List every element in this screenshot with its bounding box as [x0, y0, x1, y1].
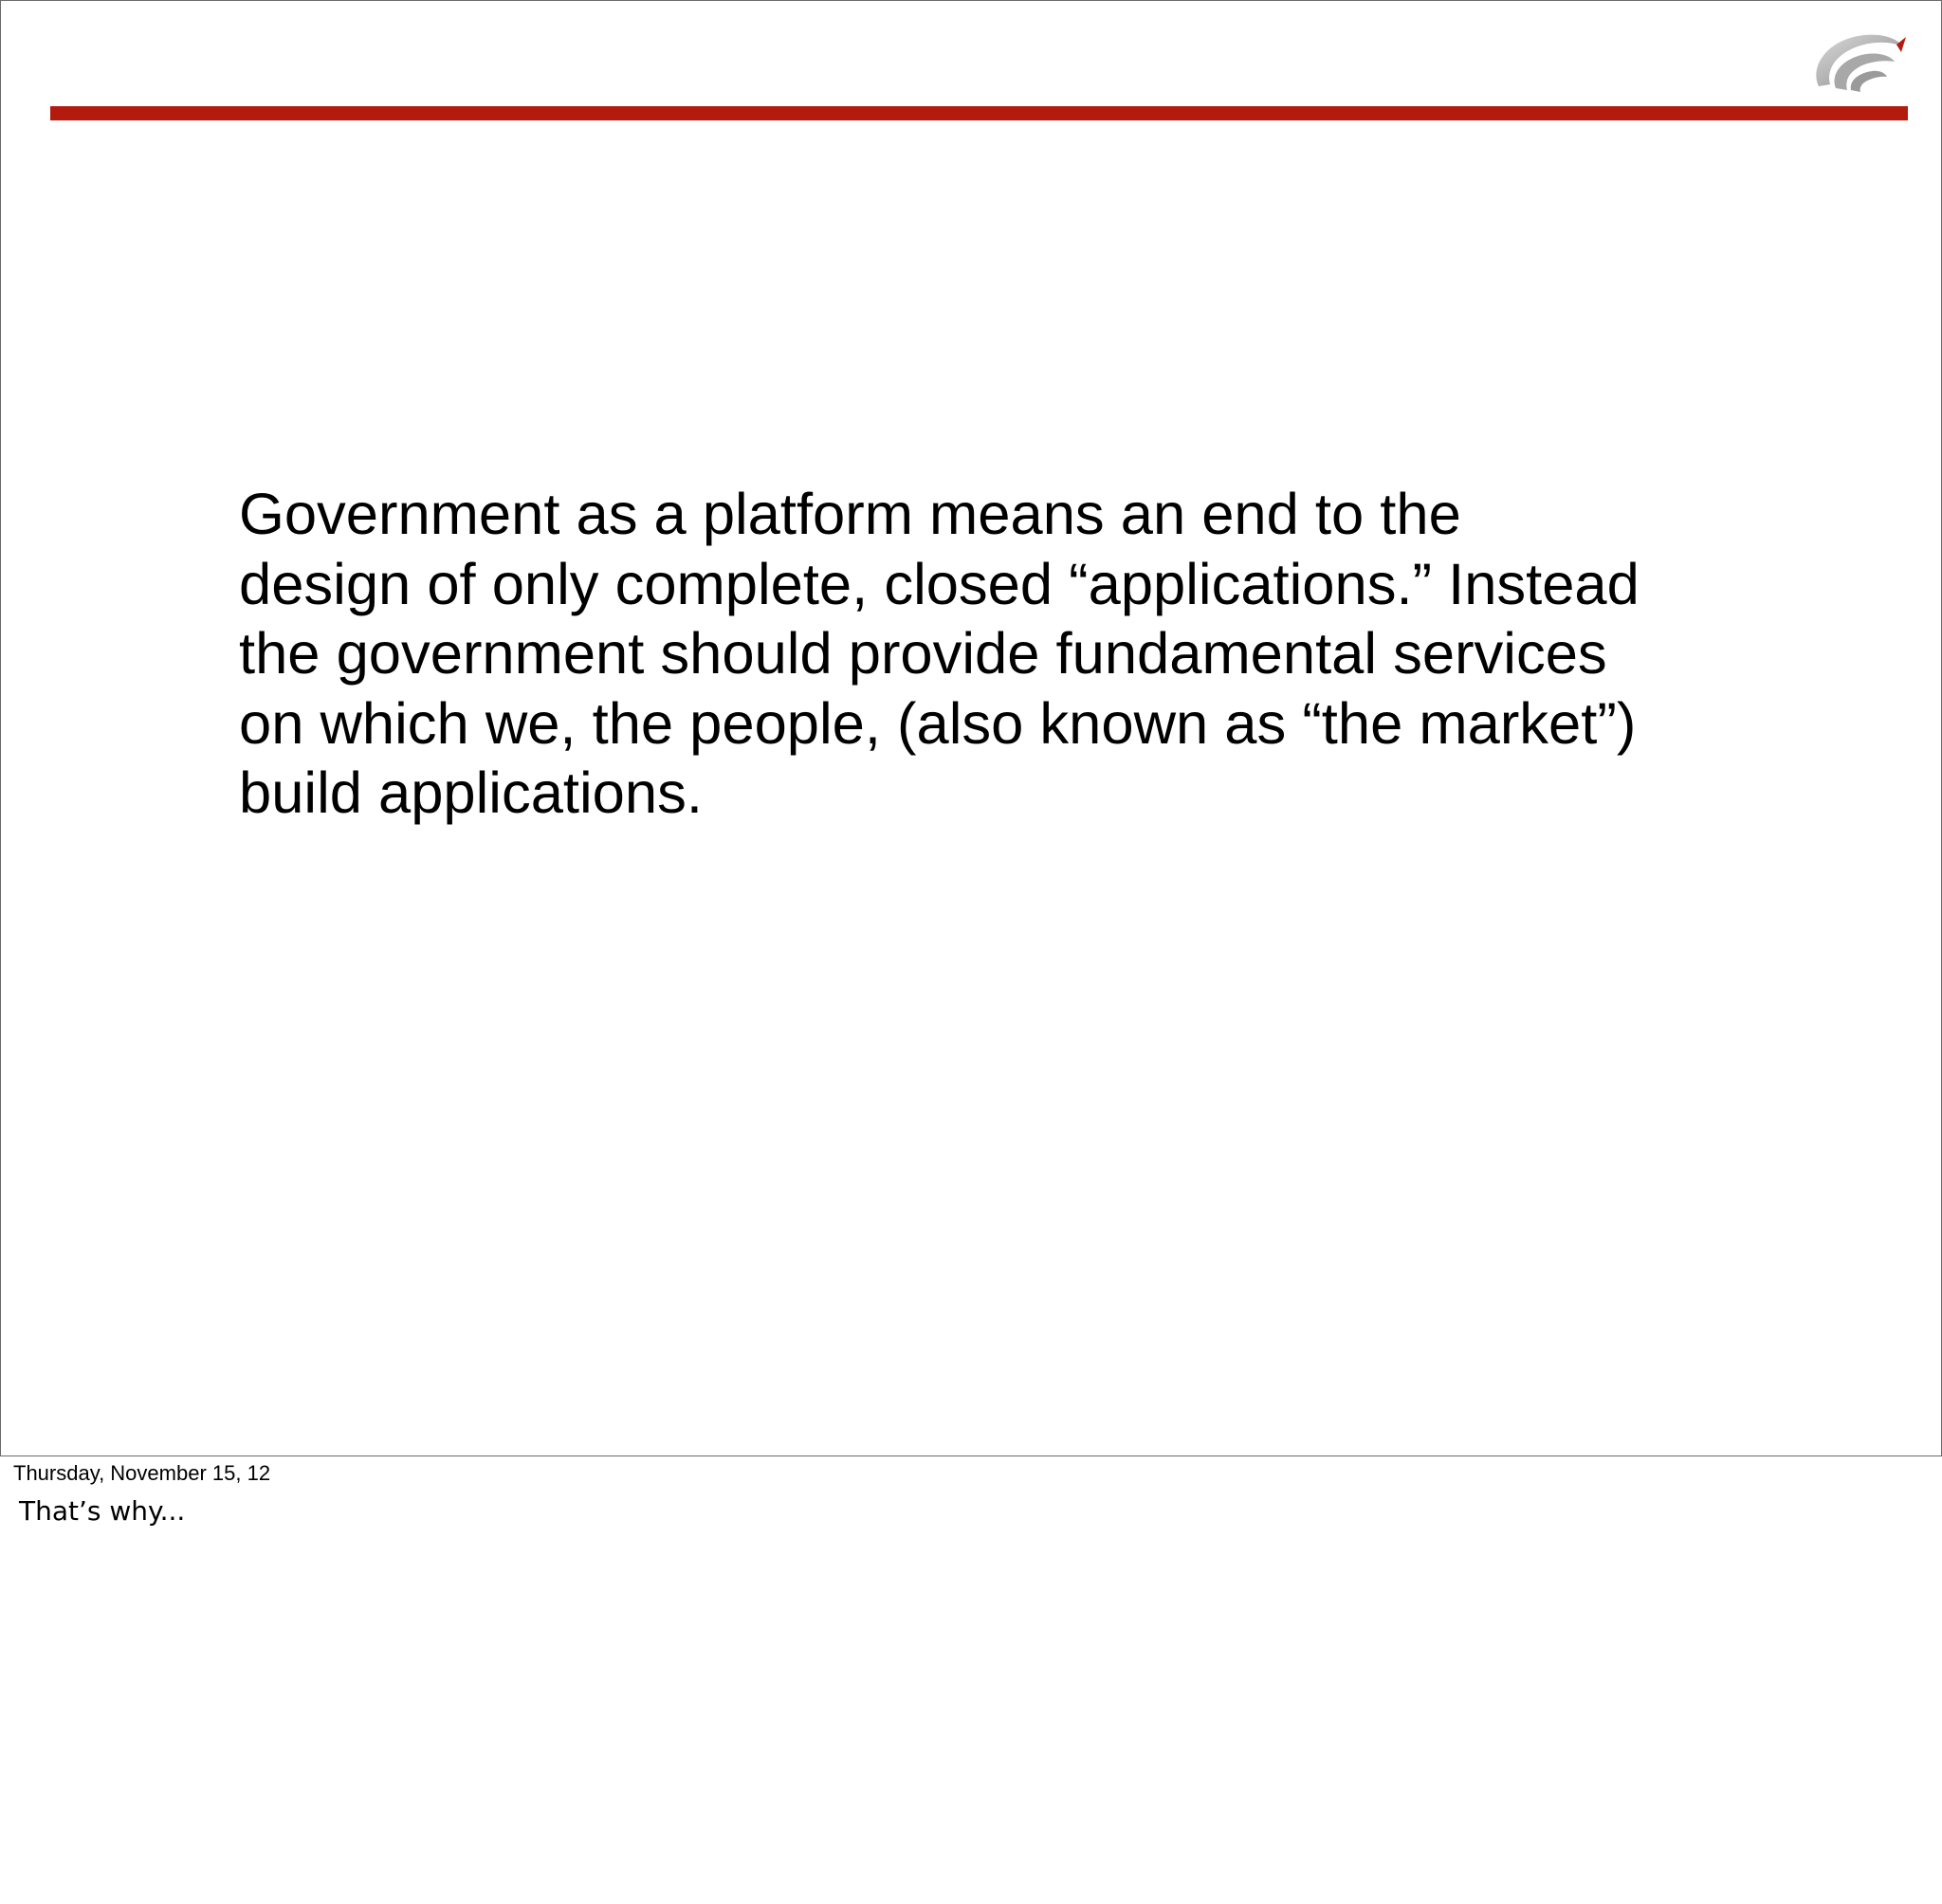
swirl-logo-icon: [1807, 27, 1912, 103]
quote-line: on which we, the people, (also known as “the market”): [239, 690, 1637, 757]
quote-line: the government should provide fundamental services: [239, 621, 1607, 687]
quote-text: [239, 480, 1775, 829]
header-accent-bar: [50, 106, 1908, 120]
quote-line: design of only complete, closed “applications.” Instead: [239, 551, 1640, 617]
slide-date: Thursday, November 15, 12: [13, 1461, 271, 1485]
quote-line: Government as a platform means an end to the: [239, 482, 1461, 547]
speaker-notes: That’s why...: [19, 1495, 186, 1527]
quote-line: build applications.: [239, 760, 703, 826]
